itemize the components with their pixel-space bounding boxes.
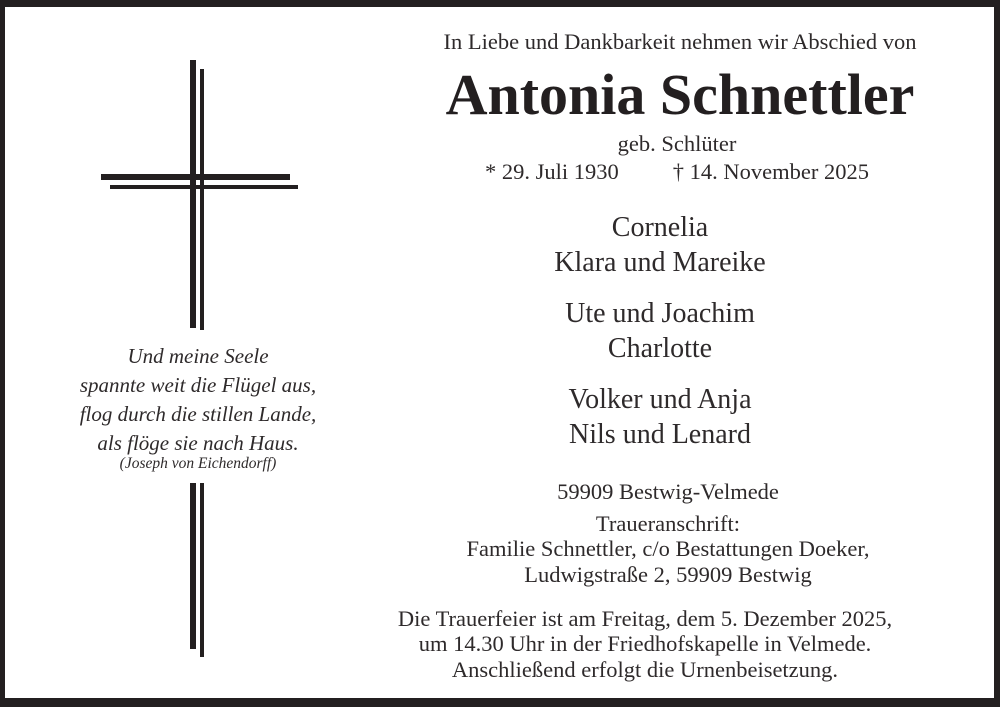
frame-border-left: [0, 0, 5, 707]
funeral-line: um 14.30 Uhr in der Friedhofskapelle in Velmede.: [418, 631, 872, 657]
condolence-line: Ludwigstraße 2, 59909 Bestwig: [524, 561, 812, 587]
life-dates: [397, 158, 957, 186]
cross-vertical-thin-upper: [200, 69, 204, 330]
mourner-line: Volker und Anja: [568, 384, 752, 415]
mourner-line: Charlotte: [607, 333, 713, 364]
funeral-line: Die Trauerfeier ist am Freitag, dem 5. Dezember 2025,: [397, 606, 893, 631]
poem-line: spannte weit die Flügel aus,: [79, 373, 317, 397]
condolence-address: [388, 479, 948, 587]
mourner-group: [380, 210, 940, 280]
condolence-line: Familie Schnettler, c/o Bestattungen Doeker,: [466, 536, 870, 561]
mourner-line: Nils und Lenard: [569, 419, 751, 450]
maiden-name: geb. Schlüter: [617, 131, 737, 156]
poem-attribution: (Joseph von Eichendorff): [119, 455, 277, 472]
mourner-group: [380, 382, 940, 452]
mourner-line: Cornelia: [611, 212, 709, 243]
frame-border-bottom: [0, 698, 1000, 707]
poem-line: flog durch die stillen Lande,: [79, 402, 317, 426]
cross-vertical-thick-upper: [190, 60, 196, 328]
mourner-line: Ute und Joachim: [565, 298, 755, 329]
mourner-group: [380, 296, 940, 366]
mourners-list: [380, 210, 940, 468]
deceased-name: Antonia Schnettler: [445, 62, 915, 127]
cross-horizontal-thin: [110, 185, 298, 189]
cross-horizontal-thick: [101, 174, 290, 180]
funeral-line: Anschließend erfolgt die Urnenbeisetzung.: [451, 656, 839, 682]
intro-line: In Liebe und Dankbarkeit nehmen wir Abschied von: [443, 29, 917, 54]
condolence-label: Traueranschrift:: [595, 510, 741, 536]
frame-border-right: [994, 0, 1000, 707]
frame-border-top: [0, 0, 1000, 7]
poem-line: als flöge sie nach Haus.: [97, 431, 299, 455]
birth-date: * 29. Juli 1930: [485, 159, 619, 184]
cross-vertical-thin-lower: [200, 483, 204, 657]
mourner-line: Klara und Mareike: [554, 247, 766, 278]
memorial-poem: [58, 342, 338, 458]
maiden-and-dates: [397, 130, 957, 186]
poem-line: Und meine Seele: [127, 344, 269, 368]
death-date: † 14. November 2025: [672, 159, 869, 184]
funeral-info: [365, 606, 925, 682]
location-line: 59909 Bestwig-Velmede: [557, 479, 779, 504]
cross-vertical-thick-lower: [190, 483, 196, 649]
